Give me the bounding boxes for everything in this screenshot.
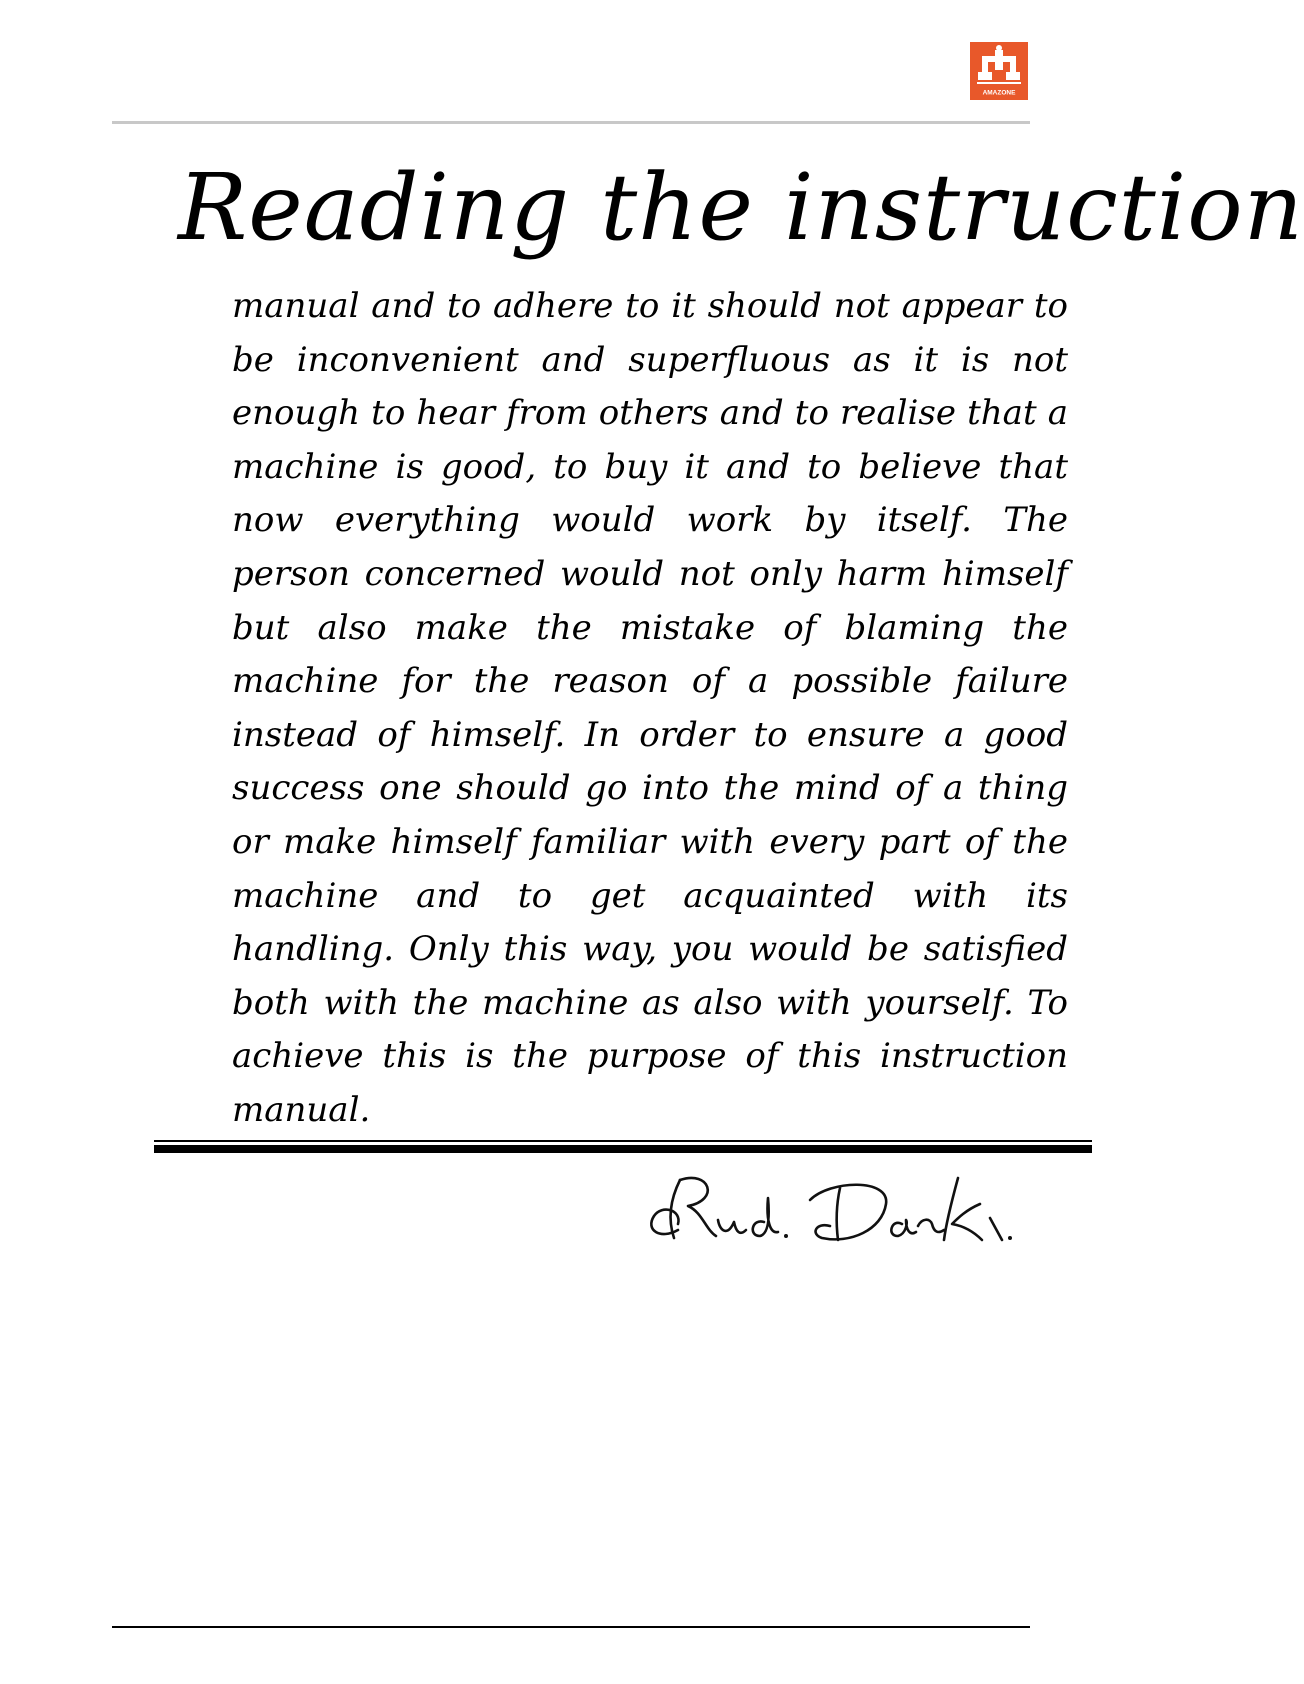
header-divider [112,121,1030,124]
amazone-logo-icon [970,42,1028,100]
footer-divider [112,1626,1030,1628]
svg-text:AMAZONE: AMAZONE [982,89,1016,97]
page-title: Reading the instruction [178,154,1304,261]
body-paragraph: manual and to adhere to it should not appear to be inconvenient and superfluous as it is not enough to hear from others and to realise that a machine is good, to buy it and to believe that now everything would work by itself. The person concerned would not only harm himself but also make the mistake of blaming the machine for the reason of a possible failure instead of himself. In order to ensure a good success one should go into the mind of a thing or make himself familiar with every part of the machine and to get acquainted with its handling. Only this way, you would be satisfied both with the machine as also with yourself. To achieve this is the purpose of this instruction manual. [232,286,1068,1130]
divider-thick-line [154,1145,1092,1153]
divider-thin-line [154,1140,1092,1142]
section-divider [154,1140,1092,1154]
signature [640,1160,1020,1260]
